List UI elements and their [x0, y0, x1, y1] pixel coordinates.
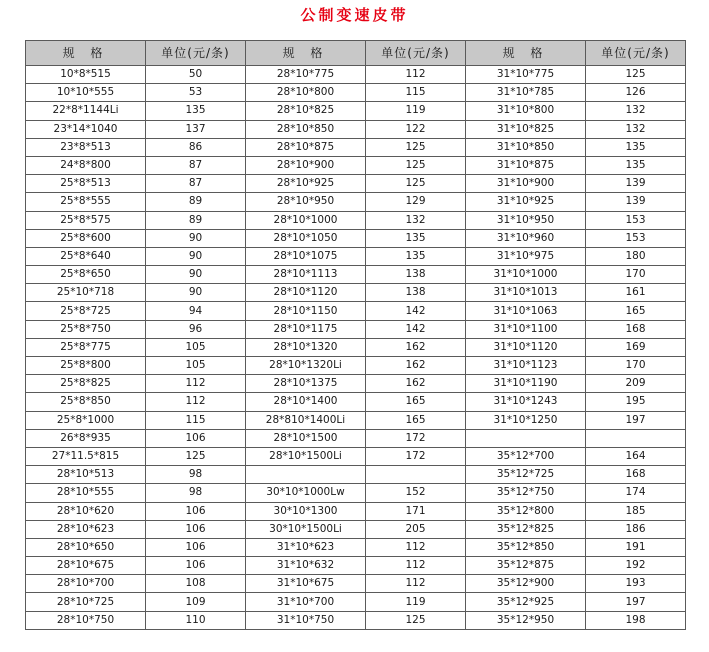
spec-cell: 31*10*1013: [466, 284, 586, 302]
price-cell: 162: [366, 357, 466, 375]
spec-cell: 28*10*623: [26, 520, 146, 538]
price-cell: 132: [366, 211, 466, 229]
spec-cell: 25*8*775: [26, 338, 146, 356]
table-row: [26, 611, 686, 629]
spec-cell: 28*10*1375: [246, 375, 366, 393]
spec-cell: 28*10*925: [246, 175, 366, 193]
spec-cell: 35*12*950: [466, 611, 586, 629]
spec-cell: 28*10*1320Li: [246, 357, 366, 375]
price-cell: [586, 429, 686, 447]
price-cell: 94: [146, 302, 246, 320]
price-cell: 139: [586, 193, 686, 211]
table-row: [26, 429, 686, 447]
header-spec: 规 格: [26, 41, 146, 66]
price-cell: 105: [146, 338, 246, 356]
price-cell: 105: [146, 357, 246, 375]
table-row: [26, 466, 686, 484]
price-cell: 198: [586, 611, 686, 629]
price-cell: 89: [146, 193, 246, 211]
table-row: [26, 502, 686, 520]
spec-cell: 31*10*960: [466, 229, 586, 247]
price-cell: 96: [146, 320, 246, 338]
price-cell: 106: [146, 429, 246, 447]
price-cell: 106: [146, 538, 246, 556]
table-row: [26, 193, 686, 211]
table-row: [26, 520, 686, 538]
spec-cell: 28*10*725: [26, 593, 146, 611]
table-row: [26, 411, 686, 429]
price-cell: 112: [146, 393, 246, 411]
spec-cell: 35*12*850: [466, 538, 586, 556]
price-cell: 135: [366, 229, 466, 247]
price-cell: 135: [586, 156, 686, 174]
page-title: 公制变速皮带: [300, 6, 409, 24]
price-cell: 165: [366, 393, 466, 411]
price-cell: 53: [146, 84, 246, 102]
spec-cell: 31*10*750: [246, 611, 366, 629]
header-price: 单位(元/条): [586, 41, 686, 66]
spec-cell: 35*12*700: [466, 447, 586, 465]
table-row: [26, 375, 686, 393]
spec-cell: 30*10*1500Li: [246, 520, 366, 538]
table-row: [26, 447, 686, 465]
price-cell: 109: [146, 593, 246, 611]
table-row: [26, 175, 686, 193]
spec-cell: 28*10*750: [26, 611, 146, 629]
price-cell: 162: [366, 375, 466, 393]
spec-cell: 31*10*1120: [466, 338, 586, 356]
price-cell: 195: [586, 393, 686, 411]
price-cell: 152: [366, 484, 466, 502]
price-cell: 106: [146, 557, 246, 575]
spec-cell: 31*10*975: [466, 247, 586, 265]
header-row: [26, 41, 686, 66]
spec-cell: 25*8*600: [26, 229, 146, 247]
spec-cell: 31*10*875: [466, 156, 586, 174]
spec-cell: 28*10*850: [246, 120, 366, 138]
table-row: [26, 593, 686, 611]
spec-cell: 28*10*1400: [246, 393, 366, 411]
spec-cell: 28*810*1400Li: [246, 411, 366, 429]
price-cell: 139: [586, 175, 686, 193]
spec-cell: 28*10*620: [26, 502, 146, 520]
price-cell: 168: [586, 466, 686, 484]
price-cell: 106: [146, 502, 246, 520]
price-cell: 90: [146, 229, 246, 247]
table-row: [26, 120, 686, 138]
price-cell: 112: [146, 375, 246, 393]
price-cell: 115: [146, 411, 246, 429]
table-row: [26, 338, 686, 356]
price-cell: 185: [586, 502, 686, 520]
price-cell: 197: [586, 593, 686, 611]
spec-cell: 28*10*650: [26, 538, 146, 556]
price-cell: 172: [366, 447, 466, 465]
spec-cell: 31*10*950: [466, 211, 586, 229]
spec-cell: 31*10*1250: [466, 411, 586, 429]
spec-cell: 28*10*1120: [246, 284, 366, 302]
spec-cell: 35*12*750: [466, 484, 586, 502]
spec-cell: 31*10*1063: [466, 302, 586, 320]
price-cell: 197: [586, 411, 686, 429]
spec-cell: 28*10*555: [26, 484, 146, 502]
header-price: 单位(元/条): [366, 41, 466, 66]
price-cell: 137: [146, 120, 246, 138]
spec-cell: 35*12*825: [466, 520, 586, 538]
price-cell: [366, 466, 466, 484]
spec-cell: 25*8*555: [26, 193, 146, 211]
spec-cell: 31*10*900: [466, 175, 586, 193]
price-cell: 90: [146, 266, 246, 284]
price-cell: 170: [586, 357, 686, 375]
price-cell: 186: [586, 520, 686, 538]
spec-cell: 26*8*935: [26, 429, 146, 447]
price-cell: 87: [146, 156, 246, 174]
spec-cell: 31*10*785: [466, 84, 586, 102]
price-cell: 153: [586, 211, 686, 229]
price-cell: 90: [146, 284, 246, 302]
price-cell: 172: [366, 429, 466, 447]
price-cell: 129: [366, 193, 466, 211]
spec-cell: 25*8*575: [26, 211, 146, 229]
price-cell: 106: [146, 520, 246, 538]
price-cell: 112: [366, 538, 466, 556]
price-cell: 164: [586, 447, 686, 465]
table-row: [26, 484, 686, 502]
spec-cell: 31*10*800: [466, 102, 586, 120]
spec-cell: 28*10*1500: [246, 429, 366, 447]
price-table: [25, 40, 686, 630]
spec-cell: 31*10*632: [246, 557, 366, 575]
price-cell: 165: [366, 411, 466, 429]
price-cell: 193: [586, 575, 686, 593]
price-cell: 125: [366, 138, 466, 156]
price-cell: 112: [366, 575, 466, 593]
table-row: [26, 247, 686, 265]
header-spec: 规 格: [466, 41, 586, 66]
price-cell: 191: [586, 538, 686, 556]
spec-cell: 31*10*825: [466, 120, 586, 138]
price-cell: 161: [586, 284, 686, 302]
price-cell: 142: [366, 302, 466, 320]
header-price: 单位(元/条): [146, 41, 246, 66]
spec-cell: 23*8*513: [26, 138, 146, 156]
spec-cell: 23*14*1040: [26, 120, 146, 138]
spec-cell: 28*10*1075: [246, 247, 366, 265]
price-cell: 209: [586, 375, 686, 393]
spec-cell: 31*10*775: [466, 66, 586, 84]
price-cell: 125: [366, 156, 466, 174]
price-cell: 205: [366, 520, 466, 538]
spec-cell: 28*10*1113: [246, 266, 366, 284]
spec-cell: 31*10*1123: [466, 357, 586, 375]
price-cell: 168: [586, 320, 686, 338]
price-cell: 108: [146, 575, 246, 593]
spec-cell: 27*11.5*815: [26, 447, 146, 465]
price-cell: 135: [146, 102, 246, 120]
spec-cell: 28*10*825: [246, 102, 366, 120]
spec-cell: 28*10*950: [246, 193, 366, 211]
spec-cell: 28*10*800: [246, 84, 366, 102]
price-cell: 125: [366, 175, 466, 193]
table-row: [26, 211, 686, 229]
spec-cell: 30*10*1300: [246, 502, 366, 520]
spec-cell: 24*8*800: [26, 156, 146, 174]
price-cell: 138: [366, 284, 466, 302]
spec-cell: 31*10*675: [246, 575, 366, 593]
spec-cell: 28*10*1050: [246, 229, 366, 247]
price-cell: 122: [366, 120, 466, 138]
spec-cell: 28*10*1500Li: [246, 447, 366, 465]
table-row: [26, 266, 686, 284]
spec-cell: 28*10*1150: [246, 302, 366, 320]
spec-cell: 28*10*900: [246, 156, 366, 174]
spec-cell: 31*10*850: [466, 138, 586, 156]
spec-cell: 25*8*1000: [26, 411, 146, 429]
spec-cell: 28*10*875: [246, 138, 366, 156]
price-cell: 98: [146, 484, 246, 502]
price-cell: 135: [586, 138, 686, 156]
spec-cell: 35*12*725: [466, 466, 586, 484]
price-cell: 125: [366, 611, 466, 629]
price-cell: 170: [586, 266, 686, 284]
spec-cell: 35*12*875: [466, 557, 586, 575]
table-row: [26, 229, 686, 247]
spec-cell: 31*10*623: [246, 538, 366, 556]
price-cell: 87: [146, 175, 246, 193]
spec-cell: 28*10*513: [26, 466, 146, 484]
spec-cell: 35*12*900: [466, 575, 586, 593]
price-cell: 119: [366, 593, 466, 611]
price-cell: 165: [586, 302, 686, 320]
spec-cell: 25*8*640: [26, 247, 146, 265]
spec-cell: 10*8*515: [26, 66, 146, 84]
spec-cell: 35*12*925: [466, 593, 586, 611]
table-row: [26, 84, 686, 102]
table-row: [26, 538, 686, 556]
spec-cell: 31*10*925: [466, 193, 586, 211]
spec-cell: 25*8*650: [26, 266, 146, 284]
table-row: [26, 557, 686, 575]
price-cell: 115: [366, 84, 466, 102]
spec-cell: 31*10*700: [246, 593, 366, 611]
price-cell: 89: [146, 211, 246, 229]
price-cell: 86: [146, 138, 246, 156]
price-cell: 169: [586, 338, 686, 356]
price-cell: 162: [366, 338, 466, 356]
spec-cell: 31*10*1243: [466, 393, 586, 411]
spec-cell: 30*10*1000Lw: [246, 484, 366, 502]
table-body: [26, 66, 686, 630]
table-row: [26, 320, 686, 338]
price-cell: 132: [586, 120, 686, 138]
spec-cell: 31*10*1000: [466, 266, 586, 284]
spec-cell: [466, 429, 586, 447]
spec-cell: 25*8*725: [26, 302, 146, 320]
spec-cell: 25*10*718: [26, 284, 146, 302]
price-cell: 112: [366, 66, 466, 84]
spec-cell: 10*10*555: [26, 84, 146, 102]
table-row: [26, 284, 686, 302]
price-cell: 112: [366, 557, 466, 575]
spec-cell: 25*8*800: [26, 357, 146, 375]
spec-cell: 25*8*513: [26, 175, 146, 193]
price-cell: 138: [366, 266, 466, 284]
spec-cell: 25*8*850: [26, 393, 146, 411]
spec-cell: 28*10*775: [246, 66, 366, 84]
table-row: [26, 102, 686, 120]
price-cell: 110: [146, 611, 246, 629]
table-row: [26, 138, 686, 156]
price-cell: 142: [366, 320, 466, 338]
spec-cell: 28*10*675: [26, 557, 146, 575]
spec-cell: 28*10*1175: [246, 320, 366, 338]
spec-cell: 28*10*700: [26, 575, 146, 593]
spec-cell: 31*10*1100: [466, 320, 586, 338]
spec-cell: [246, 466, 366, 484]
table-row: [26, 575, 686, 593]
table-row: [26, 393, 686, 411]
header-spec: 规 格: [246, 41, 366, 66]
table-row: [26, 66, 686, 84]
price-cell: 119: [366, 102, 466, 120]
price-cell: 192: [586, 557, 686, 575]
price-cell: 50: [146, 66, 246, 84]
spec-cell: 28*10*1000: [246, 211, 366, 229]
price-cell: 135: [366, 247, 466, 265]
price-cell: 132: [586, 102, 686, 120]
table-row: [26, 357, 686, 375]
spec-cell: 31*10*1190: [466, 375, 586, 393]
spec-cell: 25*8*750: [26, 320, 146, 338]
price-cell: 171: [366, 502, 466, 520]
table-row: [26, 302, 686, 320]
price-cell: 125: [586, 66, 686, 84]
price-cell: 180: [586, 247, 686, 265]
spec-cell: 25*8*825: [26, 375, 146, 393]
price-cell: 174: [586, 484, 686, 502]
spec-cell: 35*12*800: [466, 502, 586, 520]
price-cell: 90: [146, 247, 246, 265]
spec-cell: 22*8*1144Li: [26, 102, 146, 120]
price-cell: 125: [146, 447, 246, 465]
spec-cell: 28*10*1320: [246, 338, 366, 356]
table-row: [26, 156, 686, 174]
price-cell: 98: [146, 466, 246, 484]
price-cell: 126: [586, 84, 686, 102]
price-cell: 153: [586, 229, 686, 247]
